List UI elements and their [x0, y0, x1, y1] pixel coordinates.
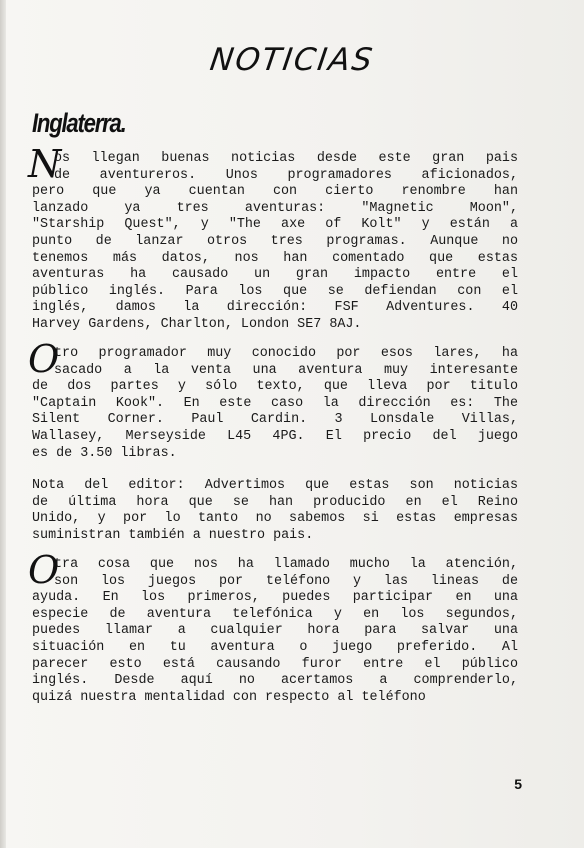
- text-line: especie de aventura telefónica y en los segundos,: [32, 606, 518, 622]
- page-binding-edge: [0, 0, 6, 848]
- text-line: inglés. Desde aquí no acertamos a comprenderlo,: [32, 673, 518, 689]
- text-line: ayuda. En los primeros, puedes participar en una: [32, 590, 518, 606]
- text-line: Wallasey, Merseyside L45 4PG. El precio del juego: [32, 428, 518, 444]
- text-line: son los juegos por teléfono y las lineas de: [54, 573, 518, 589]
- paragraph-1: [28, 142, 518, 334]
- text-line: Harvey Gardens, Charlton, London SE7 8AJ.: [32, 316, 362, 332]
- article-heading: Inglaterra.: [32, 108, 126, 138]
- text-line: "Captain Kook". En este caso la dirección es: The: [32, 395, 518, 411]
- text-line: inglés, damos la dirección: FSF Adventures. 40: [32, 300, 518, 316]
- text-line: quizá nuestra mentalidad con respecto al teléfono: [32, 689, 426, 705]
- text-line: tenemos más datos, nos han comentado que estas: [32, 250, 518, 266]
- text-line: tra cosa que nos ha llamado mucho la atención,: [54, 557, 518, 572]
- text-line: punto de lanzar otros tres programas. Aunque no: [32, 233, 518, 249]
- text-line: parecer esto está causando furor entre el público: [32, 656, 518, 672]
- paragraph-4: [28, 548, 518, 706]
- drop-cap: O: [28, 548, 60, 592]
- text-line: tro programador muy conocido por esos lares, ha: [54, 346, 518, 361]
- text-line: situación en tu aventura o juego preferido. Al: [32, 639, 518, 655]
- drop-cap: N: [28, 142, 62, 186]
- text-line: lanzado ya tres aventuras: "Magnetic Moon",: [32, 200, 518, 216]
- text-line: aventuras ha causado un gran impacto entre el: [32, 267, 518, 283]
- page-number: 5: [514, 776, 522, 792]
- text-line: suministran también a nuestro pais.: [32, 527, 314, 543]
- paragraph-2: [28, 337, 518, 462]
- text-line: sacado a la venta una aventura muy interesante: [54, 362, 518, 378]
- paragraph-3: [32, 478, 518, 544]
- text-line: pero que ya cuentan con cierto renombre han: [32, 184, 518, 200]
- drop-cap: O: [28, 337, 60, 381]
- text-line: Silent Corner. Paul Cardin. 3 Lonsdale Villas,: [32, 412, 518, 428]
- text-line: de aventureros. Unos programadores aficionados,: [54, 167, 518, 183]
- text-line: "Starship Quest", y "The axe of Kolt" y están a: [32, 217, 518, 233]
- text-line: os llegan buenas noticias desde este gran pais: [54, 151, 518, 166]
- text-line: de última hora que se han producido en el Reino: [32, 494, 518, 510]
- text-line: de dos partes y sólo texto, que lleva por titulo: [32, 379, 518, 395]
- text-line: es de 3.50 libras.: [32, 445, 177, 461]
- section-title: NOTICIAS: [207, 42, 377, 78]
- text-line: Unido, y por lo tanto no sabemos si estas empresas: [32, 511, 518, 527]
- text-line: Nota del editor: Advertimos que estas son noticias: [32, 478, 518, 493]
- text-line: puedes llamar a cualquier hora para salvar una: [32, 623, 518, 639]
- text-line: público inglés. Para los que se defiendan con el: [32, 283, 518, 299]
